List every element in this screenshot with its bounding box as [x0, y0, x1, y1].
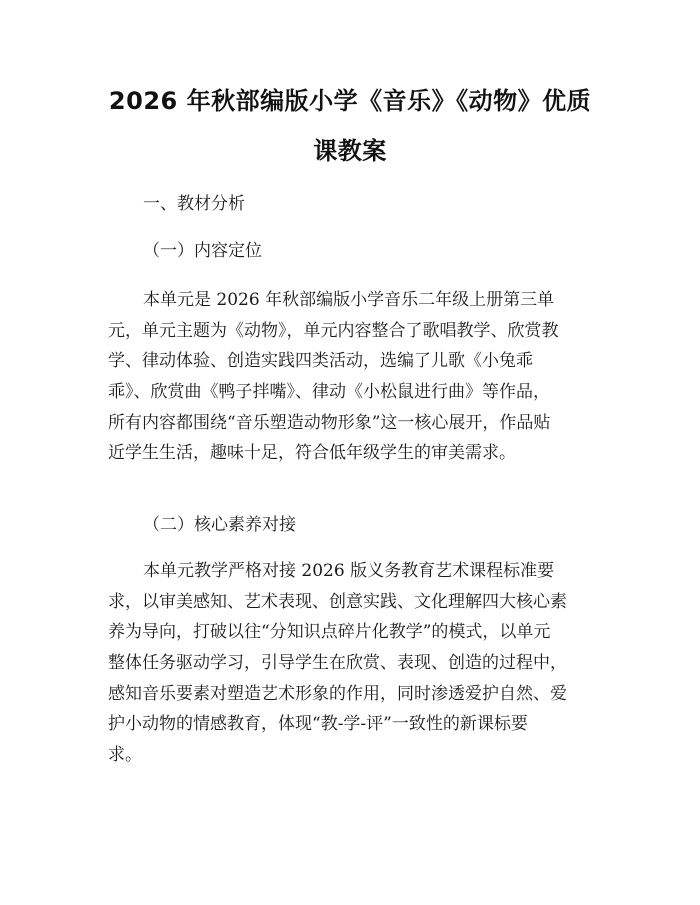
subsection-heading-core-literacy: （二）核心素养对接 [143, 515, 296, 535]
paragraph-content-positioning [108, 285, 608, 469]
paragraph-line: 本单元教学严格对接 2026 版义务教育艺术课程标准要 [143, 561, 555, 581]
paragraph-line: 整体任务驱动学习，引导学生在欣赏、表现、创造的过程中， [108, 653, 567, 674]
paragraph-line: 本单元是 2026 年秋部编版小学音乐二年级上册第三单 [143, 290, 555, 310]
paragraph-line: 护小动物的情感教育，体现“教-学-评”一致性的新课标要 [108, 714, 528, 735]
paragraph-line: 元，单元主题为《动物》，单元内容整合了歌唱教学、欣赏教 [108, 320, 559, 341]
section-heading-analysis: 一、教材分析 [143, 194, 245, 214]
document-title-line-1: 2026 年秋部编版小学《音乐》《动物》优质 [108, 87, 592, 115]
paragraph-line: 近学生生活，趣味十足，符合低年级学生的审美需求。 [108, 443, 516, 464]
paragraph-line: 乖》、欣赏曲《鸭子拌嘴》、律动《小松鼠进行曲》等作品， [108, 382, 550, 403]
paragraph-line: 感知音乐要素对塑造艺术形象的作用，同时渗透爱护自然、爱 [108, 683, 567, 704]
paragraph-line: 所有内容都围绕“音乐塑造动物形象”这一核心展开，作品贴 [108, 412, 551, 433]
paragraph-core-literacy [108, 556, 608, 771]
subsection-heading-content: （一）内容定位 [143, 241, 262, 261]
paragraph-line: 学、律动体验、创造实践四类活动，选编了儿歌《小兔乖 [108, 351, 533, 372]
paragraph-line: 求。 [108, 745, 142, 766]
paragraph-line: 养为导向，打破以往“分知识点碎片化教学”的模式，以单元 [108, 622, 551, 643]
document-title-line-2: 课教案 [313, 137, 387, 165]
paragraph-line: 求，以审美感知、艺术表现、创意实践、文化理解四大核心素 [108, 591, 567, 612]
